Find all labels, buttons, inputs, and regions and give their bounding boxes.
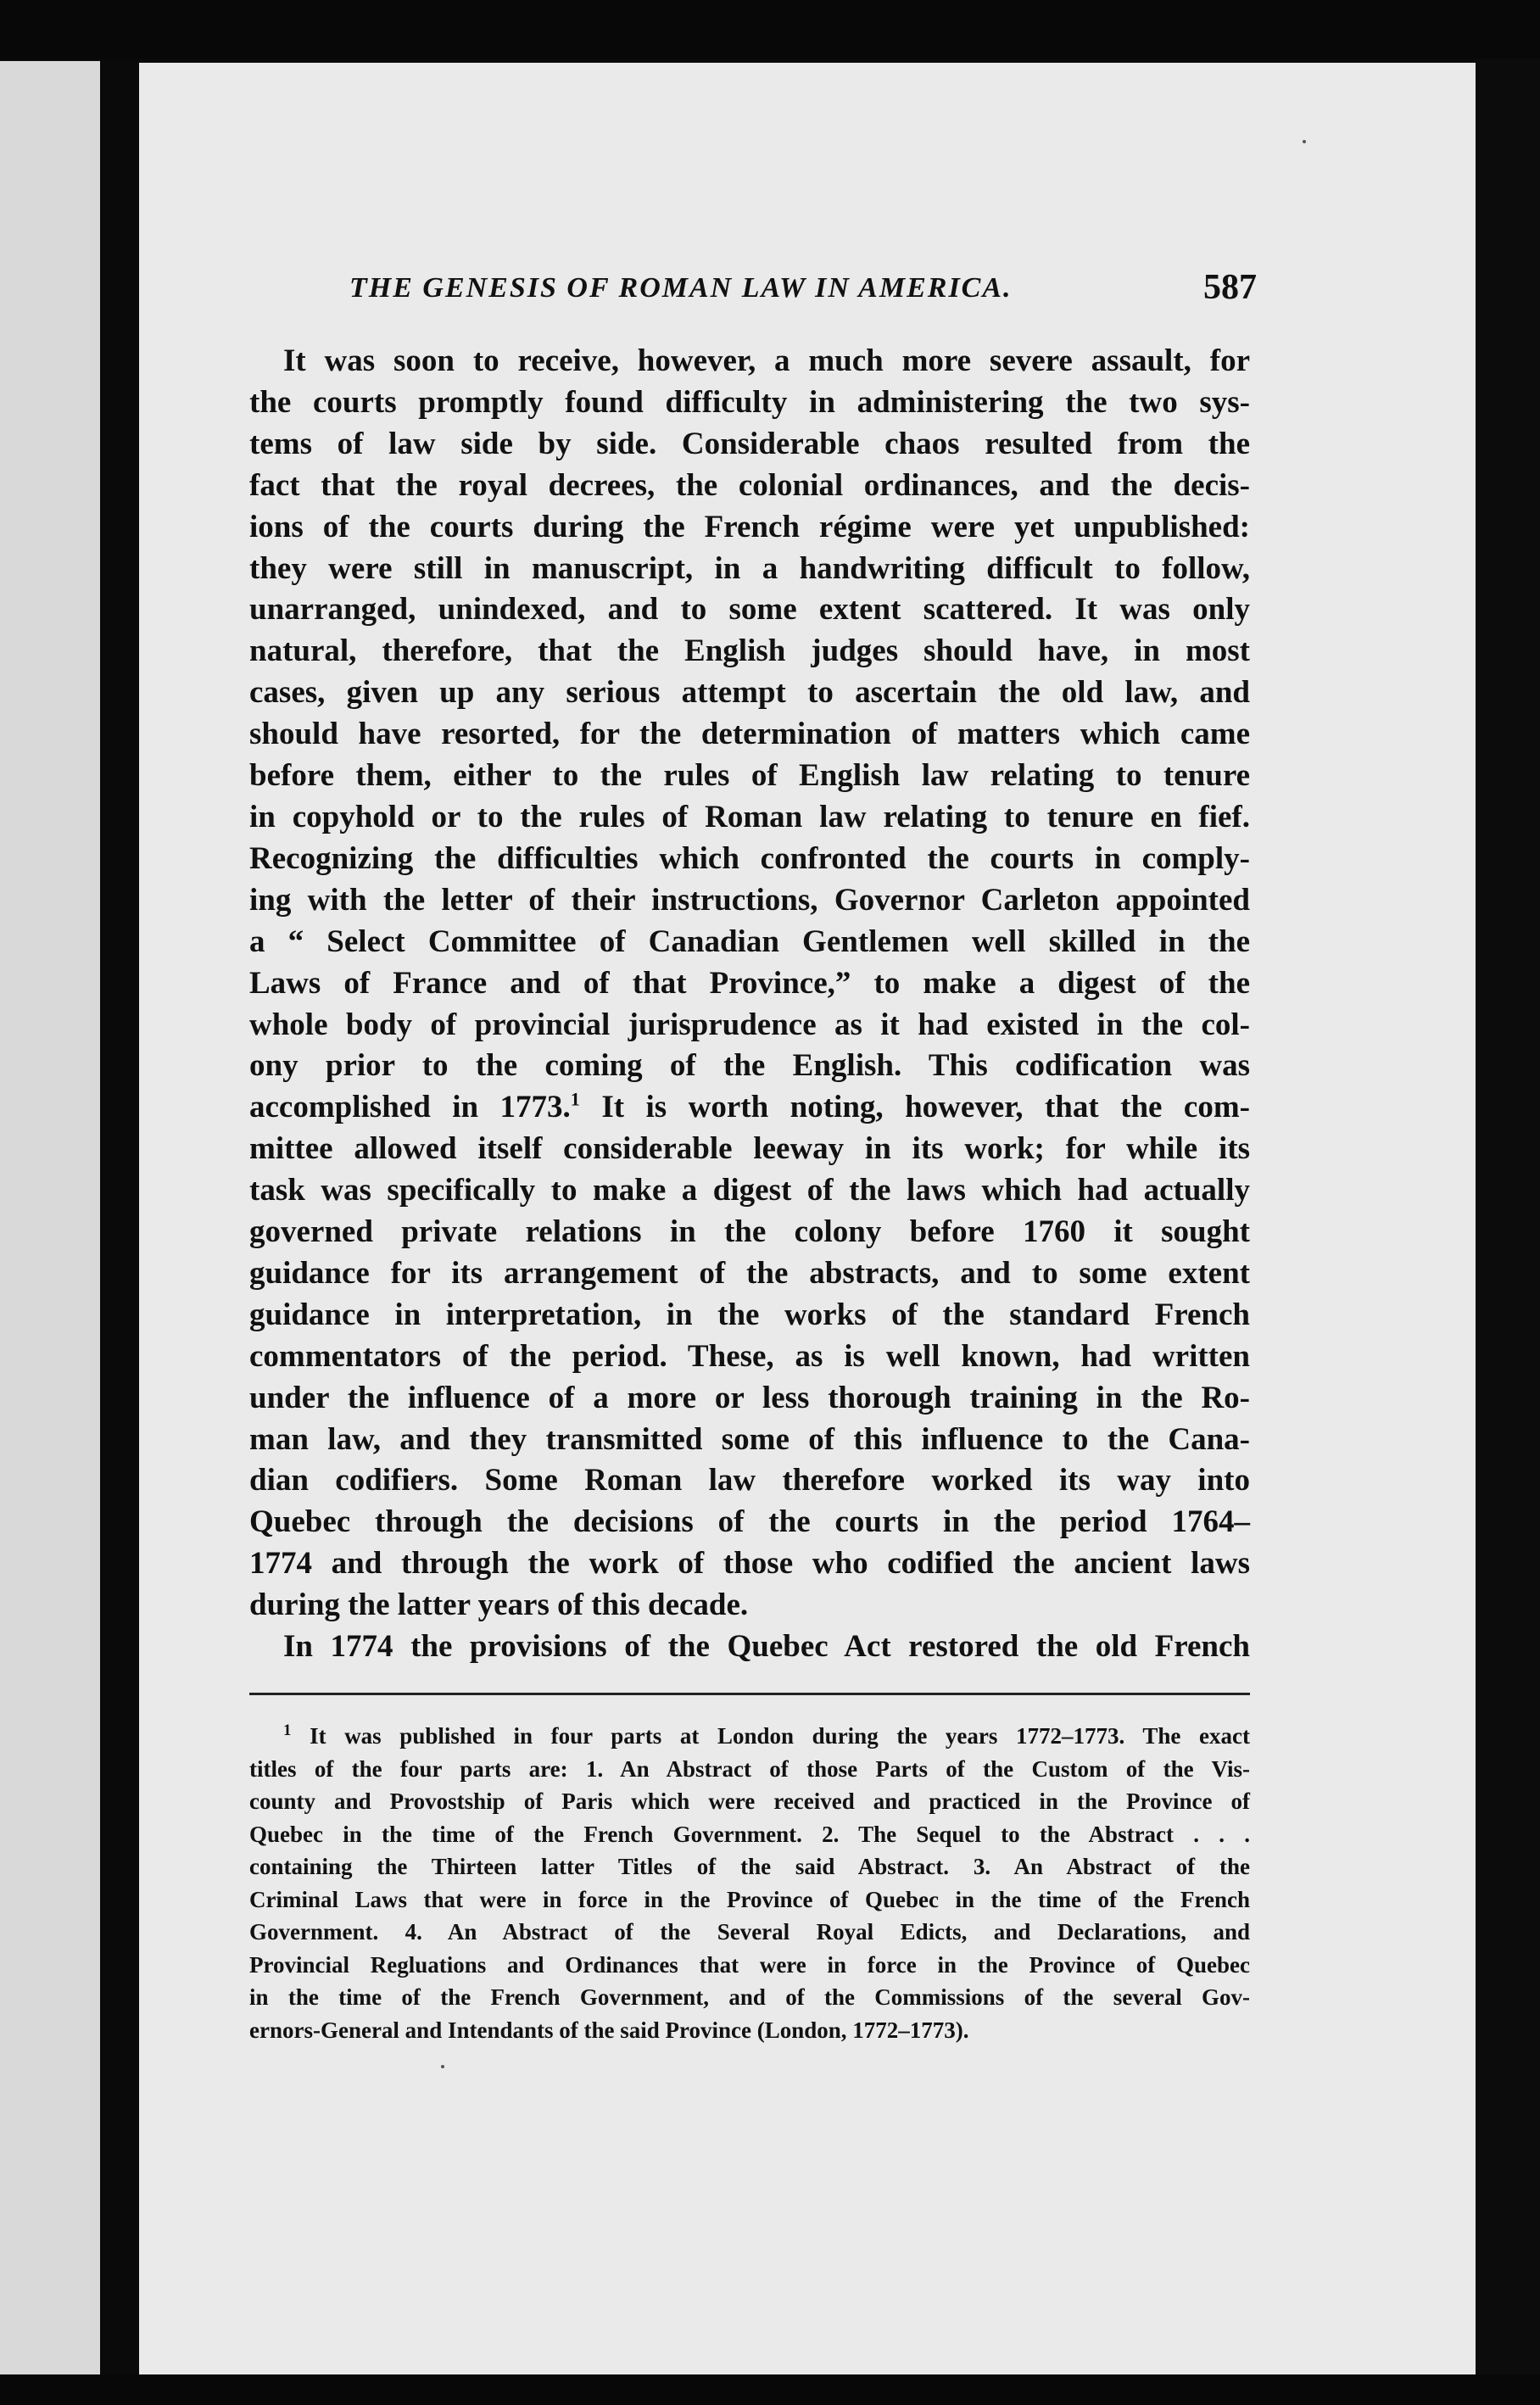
body-line: cases, given up any serious attempt to ascertain the old law, and bbox=[249, 675, 1250, 711]
footnote bbox=[249, 1720, 1250, 2046]
body-line: during the latter years of this decade. bbox=[249, 1588, 749, 1623]
body-line-end: It is worth noting, however, that the com- bbox=[579, 1090, 1250, 1125]
body-line: fact that the royal decrees, the colonial ordinances, and the decis- bbox=[249, 467, 1250, 503]
footnote-separator bbox=[249, 1693, 1250, 1695]
running-title: THE GENESIS OF ROMAN LAW IN AMERICA. bbox=[349, 272, 1013, 304]
body-line: ing with the letter of their instructions, Governor Carleton appointed bbox=[249, 882, 1250, 918]
footnote-marker: 1 bbox=[283, 1721, 292, 1739]
body-line: 1774 and through the work of those who codified the ancient laws bbox=[249, 1546, 1250, 1582]
footnote-line: in the time of the French Government, and of the Commissions of the several Gov- bbox=[249, 1984, 1250, 2010]
body-line: whole body of provincial jurisprudence as it had existed in the col- bbox=[249, 1007, 1250, 1042]
footnote-reference: 1 bbox=[570, 1088, 580, 1110]
body-line: commentators of the period. These, as is well known, had written bbox=[249, 1338, 1250, 1374]
footnote-line-text: It was published in four parts at London during the years 1772–1773. The exact bbox=[291, 1723, 1250, 1749]
body-line: tems of law side by side. Considerable chaos resulted from the bbox=[249, 426, 1250, 461]
scan-right-border bbox=[1476, 59, 1540, 2376]
body-line: under the influence of a more or less thorough training in the Ro- bbox=[249, 1380, 1250, 1415]
body-line: should have resorted, for the determination of matters which came bbox=[249, 717, 1250, 752]
facing-page-edge bbox=[0, 61, 100, 2374]
body-line: a “ Select Committee of Canadian Gentlemen well skilled in the bbox=[249, 923, 1250, 959]
footnote-line: Provincial Regluations and Ordinances that were in force in the Province of Quebec bbox=[249, 1951, 1250, 1978]
body-line: Quebec through the decisions of the courts in the period 1764– bbox=[249, 1504, 1250, 1540]
body-line-start: accomplished in 1773. bbox=[249, 1090, 571, 1125]
body-line: In 1774 the provisions of the Quebec Act restored the old French bbox=[283, 1629, 1250, 1665]
body-line: dian codifiers. Some Roman law therefore worked its way into bbox=[249, 1463, 1250, 1498]
body-line: It was soon to receive, however, a much more severe assault, for bbox=[283, 343, 1250, 378]
body-line: governed private relations in the colony before 1760 it sought bbox=[249, 1214, 1250, 1250]
body-line: the courts promptly found difficulty in administering the two sys- bbox=[249, 384, 1250, 420]
scan-speck bbox=[1303, 140, 1306, 143]
body-line: natural, therefore, that the English judges should have, in most bbox=[249, 633, 1250, 669]
footnote-line: Quebec in the time of the French Government. 2. The Sequel to the Abstract . . . bbox=[249, 1821, 1250, 1847]
body-line: Laws of France and of that Province,” to make a digest of the bbox=[249, 965, 1250, 1001]
body-line: ions of the courts during the French régime were yet unpublished: bbox=[249, 509, 1250, 544]
body-line: guidance in interpretation, in the works of the standard French bbox=[249, 1297, 1250, 1332]
body-line: Recognizing the difficulties which confronted the courts in comply- bbox=[249, 840, 1250, 876]
body-line: task was specifically to make a digest of the laws which had actually bbox=[249, 1173, 1250, 1208]
scan-top-border bbox=[0, 0, 1540, 59]
body-line: before them, either to the rules of English law relating to tenure bbox=[249, 758, 1250, 794]
body-line: man law, and they transmitted some of this influence to the Cana- bbox=[249, 1421, 1250, 1457]
footnote-line: titles of the four parts are: 1. An Abstract of those Parts of the Custom of the Vis- bbox=[249, 1755, 1250, 1782]
body-line: unarranged, unindexed, and to some extent scattered. It was only bbox=[249, 592, 1250, 628]
footnote-line: Criminal Laws that were in force in the Province of Quebec in the time of the French bbox=[249, 1886, 1250, 1912]
binding-shadow bbox=[100, 59, 139, 2374]
body-line: mittee allowed itself considerable leeway in its work; for while its bbox=[249, 1131, 1250, 1167]
body-line: guidance for its arrangement of the abstracts, and to some extent bbox=[249, 1255, 1250, 1291]
running-header bbox=[349, 267, 1257, 318]
body-line: in copyhold or to the rules of Roman law relating to tenure en fief. bbox=[249, 799, 1250, 834]
footnote-line: county and Provostship of Paris which were received and practiced in the Province of bbox=[249, 1788, 1250, 1814]
footnote-line: ernors-General and Intendants of the said Province (London, 1772–1773). bbox=[249, 2017, 969, 2043]
body-line: they were still in manuscript, in a handwriting difficult to follow, bbox=[249, 550, 1250, 586]
scan-speck bbox=[441, 2065, 444, 2068]
footnote-line: Government. 4. An Abstract of the Several Royal Edicts, and Declarations, and bbox=[249, 1919, 1250, 1945]
footnote-line bbox=[249, 1720, 1250, 1753]
body-line-with-footnote-ref bbox=[249, 1087, 1250, 1129]
body-text bbox=[249, 341, 1250, 1668]
footnote-line: containing the Thirteen latter Titles of the said Abstract. 3. An Abstract of the bbox=[249, 1854, 1250, 1879]
scan-bottom-border bbox=[0, 2374, 1540, 2405]
body-line: ony prior to the coming of the English. This codification was bbox=[249, 1048, 1250, 1084]
page-number: 587 bbox=[1203, 268, 1257, 307]
